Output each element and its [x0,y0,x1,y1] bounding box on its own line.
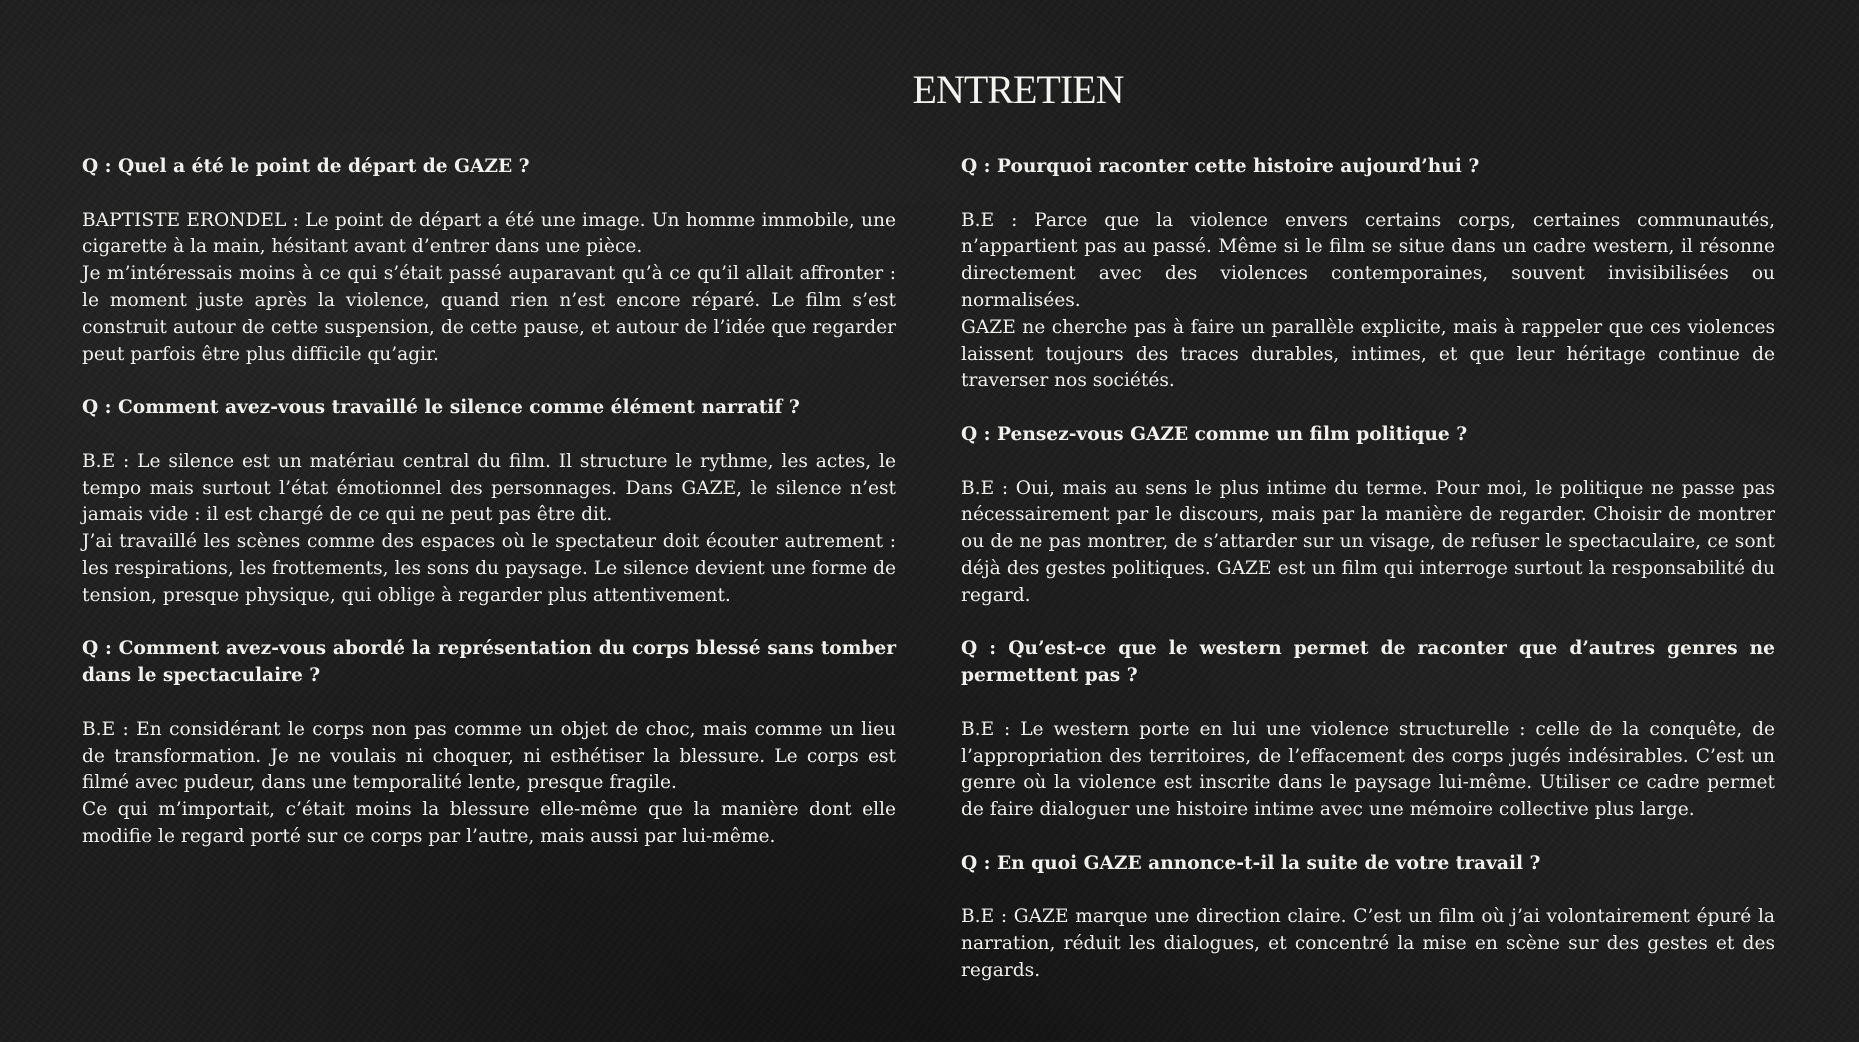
answer [82,717,896,851]
answer [961,717,1775,824]
qa-block [961,422,1775,610]
answer-paragraph: Je m’intéressais moins à ce qui s’était passé auparavant qu’à ce qu’il allait affronter : le moment juste après la violence, quand rien n’est encore réparé. Le film s’est construit autour de cette suspension, de cette pause, et autour de l’idée que regarder peut parfois être plus difficile qu’agir. [82,263,896,365]
answer-paragraph: J’ai travaillé les scènes comme des espaces où le spectateur doit écouter autrement : les respirations, les frottements, les sons du paysage. Le silence devient une forme de tension, presque physique, qui oblige à regarder plus attentivement. [82,531,896,606]
answer-paragraph: B.E : GAZE marque une direction claire. C’est un film où j’ai volontairement épuré la narration, réduit les dialogues, et concentré la mise en scène sur des gestes et des regards. [961,906,1775,981]
qa-block [82,636,896,850]
answer-paragraph: B.E : Oui, mais au sens le plus intime du terme. Pour moi, le politique ne passe pas nécessairement par le discours, mais par la manière de regarder. Choisir de montrer ou de ne pas montrer, de s’attarder sur un visage, de refuser le spectaculaire, ce sont déjà des gestes politiques. GAZE est un film qui interroge surtout la responsabilité du regard. [961,477,1775,606]
answer [82,449,896,610]
answer-paragraph: Ce qui m’importait, c’était moins la blessure elle-même que la manière dont elle modifie le regard porté sur ce corps par l’autre, mais aussi par lui-même. [82,799,896,847]
question: Q : Qu’est-ce que le western permet de raconter que d’autres genres ne permettent pas ? [961,638,1775,687]
qa-block [961,154,1775,395]
answer-paragraph: BAPTISTE ERONDEL : Le point de départ a été une image. Un homme immobile, une cigarette à la main, hésitant avant d’entrer dans une pièce. [82,209,896,258]
question: Q : Pourquoi raconter cette histoire aujourd’hui ? [961,156,1480,177]
question: Q : En quoi GAZE annonce-t-il la suite de votre travail ? [961,852,1541,874]
answer-paragraph: GAZE ne cherche pas à faire un parallèle explicite, mais à rappeler que ces violences laissent toujours des traces durables, intimes, et que leur héritage continue de traverser nos sociétés. [961,316,1775,392]
qa-block [961,636,1775,824]
question: Q : Comment avez-vous travaillé le silence comme élément narratif ? [82,397,800,419]
left-column [82,154,896,851]
answer [961,208,1775,396]
page-title: ENTRETIEN [912,67,1124,112]
right-column [961,154,1775,985]
qa-block [82,154,896,368]
answer [961,904,1775,984]
question: Q : Quel a été le point de départ de GAZE ? [82,156,530,177]
qa-block [961,851,1775,985]
answer-paragraph: B.E : Le silence est un matériau central du film. Il structure le rythme, les actes, le tempo mais surtout l’état émotionnel des personnages. Dans GAZE, le silence n’est jamais vide : il est chargé de ce qui ne peut pas être dit. [82,450,896,526]
question: Q : Comment avez-vous abordé la représentation du corps blessé sans tomber dans le spectaculaire ? [82,638,896,687]
answer-paragraph: B.E : En considérant le corps non pas comme un objet de choc, mais comme un lieu de transformation. Je ne voulais ni choquer, ni esthétiser la blessure. Le corps est filmé avec pudeur, dans une temporalité lente, presque fragile. [82,718,896,794]
answer-paragraph: B.E : Le western porte en lui une violence structurelle : celle de la conquête, de l’appropriation des territoires, de l’effacement des corps jugés indésirables. C’est un genre où la violence est inscrite dans le paysage lui-même. Utiliser ce cadre permet de faire dialoguer une histoire intime avec une mémoire collective plus large. [961,718,1775,821]
qa-block [82,395,896,609]
answer-paragraph: B.E : Parce que la violence envers certains corps, certaines communautés, n’appartient pas au passé. Même si le film se situe dans un cadre western, il résonne directement avec des violences contemporaines, souvent invisibilisées ou normalisées. [961,209,1775,311]
answer [961,476,1775,610]
answer [82,208,896,369]
question: Q : Pensez-vous GAZE comme un film politique ? [961,423,1468,445]
